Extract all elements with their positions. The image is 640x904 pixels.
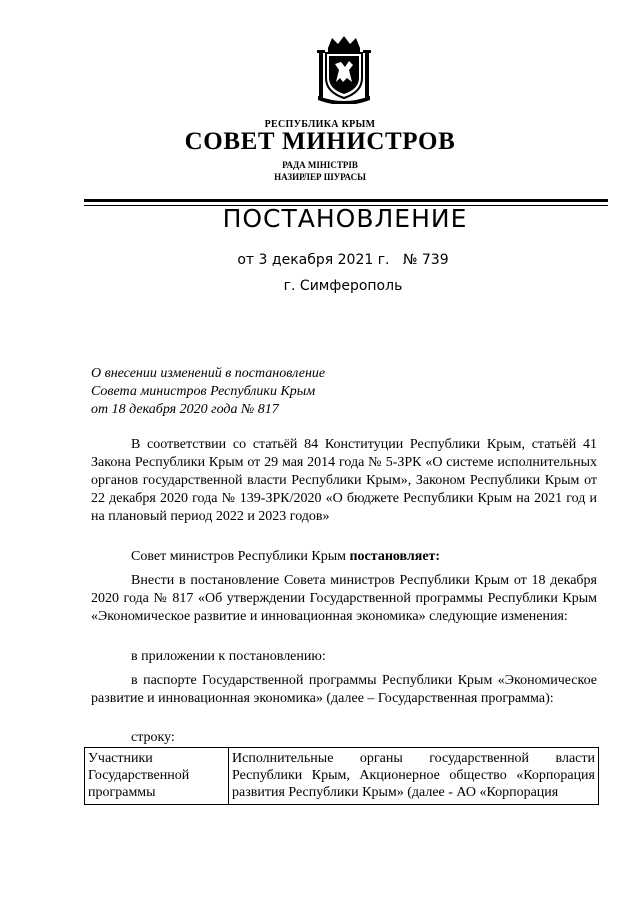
- table-row: [85, 748, 599, 805]
- table-cell-value: Исполнительные органы государственной власти Республики Крым, Акционерное общество «Корпорация развития Республики Крым» (далее - АО «Корпорация: [229, 748, 599, 805]
- program-table: [84, 747, 599, 805]
- date-line: [0, 252, 640, 268]
- paragraph-appendix: в приложении к постановлению:: [131, 649, 326, 664]
- council-title-ukrainian: РАДА МІНІСТРІВ: [282, 160, 358, 170]
- document-type: ПОСТАНОВЛЕНИЕ: [222, 204, 468, 233]
- document-subject: [91, 365, 325, 419]
- document-city: г. Симферополь: [283, 278, 403, 294]
- table-cell-label: Участники Государственной программы: [85, 748, 229, 805]
- resolution-text: Совет министров Республики Крым: [131, 549, 350, 564]
- document-number: 739: [421, 252, 449, 268]
- date-prefix: от: [237, 252, 255, 268]
- document-date: 3 декабря 2021 г.: [258, 252, 390, 268]
- paragraph-resolution: [91, 548, 597, 566]
- number-sign: №: [402, 252, 418, 268]
- paragraph-legal-basis: В соответствии со статьёй 84 Конституции Республики Крым, статьёй 41 Закона Республики Крым от 29 мая 2014 года № 5-ЗРК «О системе исполнительных органов государственной власти Республики Крым», Законом Республики Крым от 22 декабря 2020 года № 139-ЗРК/2020 «О бюджете Республики Крым на 2021 год и на плановый период 2022 и 2023 годов»: [91, 437, 597, 524]
- header-rule-thick: [84, 199, 608, 202]
- subject-line: О внесении изменений в постановление: [91, 366, 326, 381]
- council-title-crimean-tatar: НАЗИРЛЕР ШУРАСЫ: [274, 172, 366, 182]
- council-title: СОВЕТ МИНИСТРОВ: [184, 128, 456, 155]
- resolution-verb: постановляет:: [349, 549, 441, 564]
- republic-title: РЕСПУБЛИКА КРЫМ: [264, 119, 376, 130]
- paragraph-amendment: Внести в постановление Совета министров Республики Крым от 18 декабря 2020 года № 817 «Об утверждении Государственной программы Республики Крым «Экономическое развитие и инновационная экономика» следующие изменения:: [91, 573, 597, 624]
- subject-line: Совета министров Республики Крым: [91, 384, 316, 399]
- subject-line: от 18 декабря 2020 года № 817: [91, 402, 279, 417]
- paragraph-passport: в паспорте Государственной программы Республики Крым «Экономическое развитие и инновационная экономика» (далее – Государственная программа):: [91, 673, 597, 706]
- coat-of-arms-icon: [314, 34, 374, 104]
- paragraph-row: строку:: [131, 730, 175, 745]
